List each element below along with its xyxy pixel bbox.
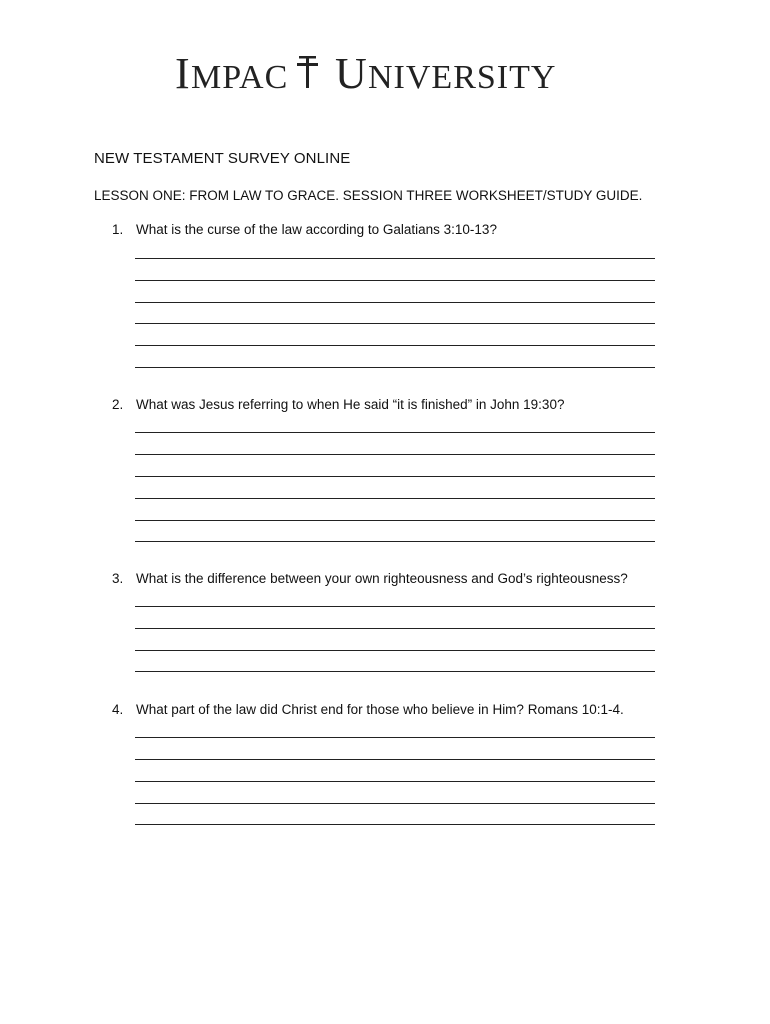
answer-line[interactable] <box>135 498 655 499</box>
answer-line[interactable] <box>135 737 655 738</box>
answer-line[interactable] <box>135 650 655 651</box>
answer-line[interactable] <box>135 520 655 521</box>
logo-wordmark <box>175 50 595 98</box>
answer-line[interactable] <box>135 432 655 433</box>
university-logo <box>0 50 770 106</box>
answer-line[interactable] <box>135 803 655 804</box>
question-number: 2. <box>112 397 124 412</box>
question-1 <box>112 222 497 237</box>
answer-line[interactable] <box>135 759 655 760</box>
cross-icon <box>297 56 318 88</box>
svg-text:U: U <box>335 50 368 98</box>
answer-line[interactable] <box>135 280 655 281</box>
question-number: 4. <box>112 702 124 717</box>
answer-line[interactable] <box>135 367 655 368</box>
svg-text:I: I <box>175 50 191 98</box>
answer-line[interactable] <box>135 454 655 455</box>
question-number: 3. <box>112 571 124 586</box>
answer-line[interactable] <box>135 824 655 825</box>
answer-line[interactable] <box>135 541 655 542</box>
answer-line[interactable] <box>135 345 655 346</box>
answer-line[interactable] <box>135 781 655 782</box>
question-2 <box>112 397 564 412</box>
answer-line[interactable] <box>135 302 655 303</box>
question-3 <box>112 571 628 586</box>
question-number: 1. <box>112 222 124 237</box>
question-text: What part of the law did Christ end for those who believe in Him? Romans 10:1-4. <box>136 702 624 717</box>
question-text: What is the curse of the law according to Galatians 3:10-13? <box>136 222 497 237</box>
answer-line[interactable] <box>135 323 655 324</box>
answer-line[interactable] <box>135 476 655 477</box>
answer-line[interactable] <box>135 606 655 607</box>
answer-line[interactable] <box>135 258 655 259</box>
lesson-title: LESSON ONE: FROM LAW TO GRACE. SESSION THREE WORKSHEET/STUDY GUIDE. <box>94 188 643 203</box>
question-text: What is the difference between your own righteousness and God’s righteousness? <box>136 571 628 586</box>
svg-text:MPAC: MPAC <box>191 59 289 96</box>
answer-line[interactable] <box>135 671 655 672</box>
course-title: NEW TESTAMENT SURVEY ONLINE <box>94 150 351 167</box>
question-text: What was Jesus referring to when He said “it is finished” in John 19:30? <box>136 397 565 412</box>
question-4 <box>112 702 624 717</box>
svg-text:NIVERSITY: NIVERSITY <box>368 59 557 96</box>
answer-line[interactable] <box>135 628 655 629</box>
